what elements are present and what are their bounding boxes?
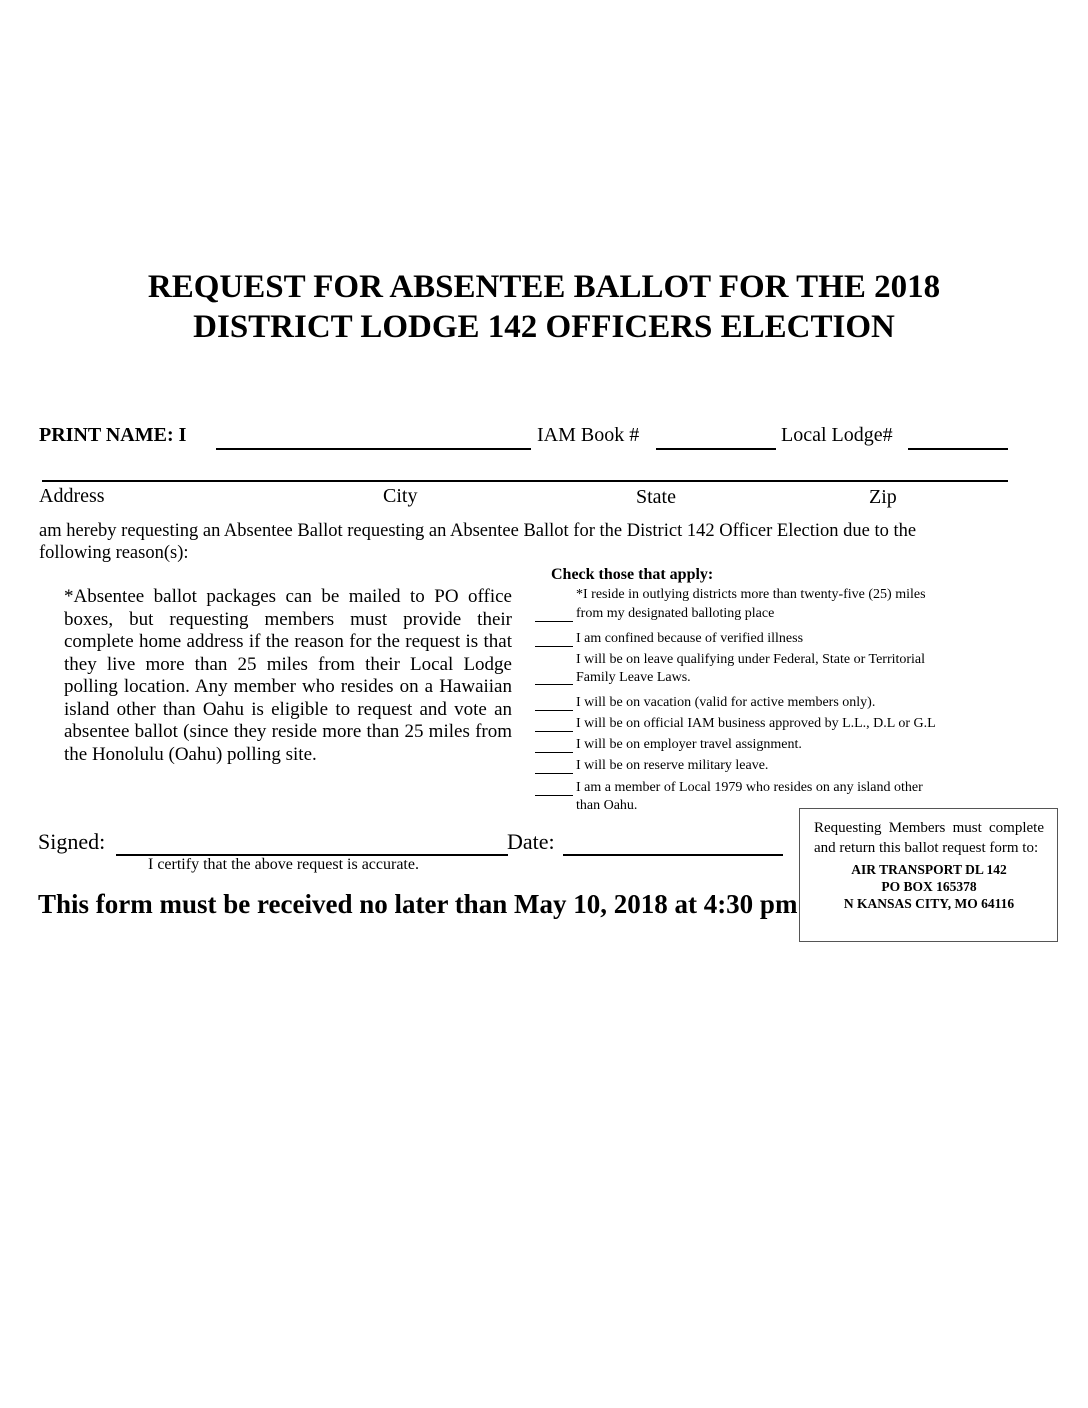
reason-checkbox-2[interactable] — [535, 646, 573, 647]
reason-checkbox-7[interactable] — [535, 773, 573, 774]
iam-book-label: IAM Book # — [537, 424, 640, 446]
reason-item-5-line-1: I will be on official IAM business approved by L.L., D.L or G.L — [576, 716, 936, 731]
reason-item-1-line-2: from my designated balloting place — [576, 606, 775, 621]
reason-item-8-line-2: than Oahu. — [576, 798, 638, 813]
city-label: City — [383, 485, 418, 507]
reason-checkbox-3[interactable] — [535, 684, 573, 685]
state-label: State — [636, 486, 676, 508]
request-statement-line-2: following reason(s): — [39, 543, 189, 563]
print-name-line[interactable] — [216, 448, 531, 450]
iam-book-line[interactable] — [656, 448, 776, 450]
reason-item-7-line-1: I will be on reserve military leave. — [576, 758, 769, 773]
address-label: Address — [39, 485, 105, 507]
mailing-address-line-3: N KANSAS CITY, MO 64116 — [843, 896, 1015, 911]
address-line[interactable] — [42, 480, 1008, 482]
absentee-note: *Absentee ballot packages can be mailed to PO office boxes, but requesting members must provide their complete home address if the reason for the request is that they live more than 25 miles from their Local Lodge polling location. Any member who resides on a Hawaiian island other than Oahu is eligible to request and vote an absentee ballot (since they reside more than 25 miles from the Honolulu (Oahu) polling site. — [64, 586, 512, 765]
reason-item-2-line-1: I am confined because of verified illness — [576, 631, 804, 646]
signed-label: Signed: — [38, 829, 106, 854]
form-title-line-2: DISTRICT LODGE 142 OFFICERS ELECTION — [193, 309, 895, 345]
form-title-line-1: REQUEST FOR ABSENTEE BALLOT FOR THE 2018 — [147, 269, 941, 305]
mailing-address-line-2: PO BOX 165378 — [881, 879, 977, 894]
reason-checkbox-8[interactable] — [535, 795, 573, 796]
date-label: Date: — [507, 829, 555, 854]
mailing-address — [814, 861, 1044, 912]
reason-checkbox-5[interactable] — [535, 731, 573, 732]
certify-text: I certify that the above request is accurate. — [148, 856, 419, 873]
local-lodge-line[interactable] — [908, 448, 1008, 450]
reason-item-6-line-1: I will be on employer travel assignment. — [576, 737, 802, 752]
reason-item-3-line-2: Family Leave Laws. — [576, 670, 691, 685]
reason-item-8-line-1: I am a member of Local 1979 who resides on any island other — [576, 780, 923, 795]
request-statement-line-1: am hereby requesting an Absentee Ballot requesting an Absentee Ballot for the District 142 Officer Election due to the — [39, 521, 917, 541]
mailing-instructions-box — [799, 808, 1058, 942]
reason-item-4-line-1: I will be on vacation (valid for active members only). — [576, 695, 876, 710]
reason-checkbox-6[interactable] — [535, 752, 573, 753]
reason-checkbox-4[interactable] — [535, 710, 573, 711]
print-name-label: PRINT NAME: I — [39, 424, 187, 446]
local-lodge-label: Local Lodge# — [781, 424, 893, 446]
zip-label: Zip — [869, 486, 897, 508]
reason-item-1-line-1: *I reside in outlying districts more than twenty-five (25) miles — [576, 587, 926, 602]
mailing-instruction: Requesting Members must complete and return this ballot request form to: — [814, 820, 1044, 856]
mailing-address-line-1: AIR TRANSPORT DL 142 — [851, 862, 1007, 877]
checklist-heading: Check those that apply: — [551, 566, 714, 583]
reason-item-3-line-1: I will be on leave qualifying under Federal, State or Territorial — [576, 652, 926, 667]
reason-checkbox-1[interactable] — [535, 621, 573, 622]
deadline-notice: This form must be received no later than May 10, 2018 at 4:30 pm — [38, 889, 798, 919]
date-line[interactable] — [563, 854, 783, 856]
